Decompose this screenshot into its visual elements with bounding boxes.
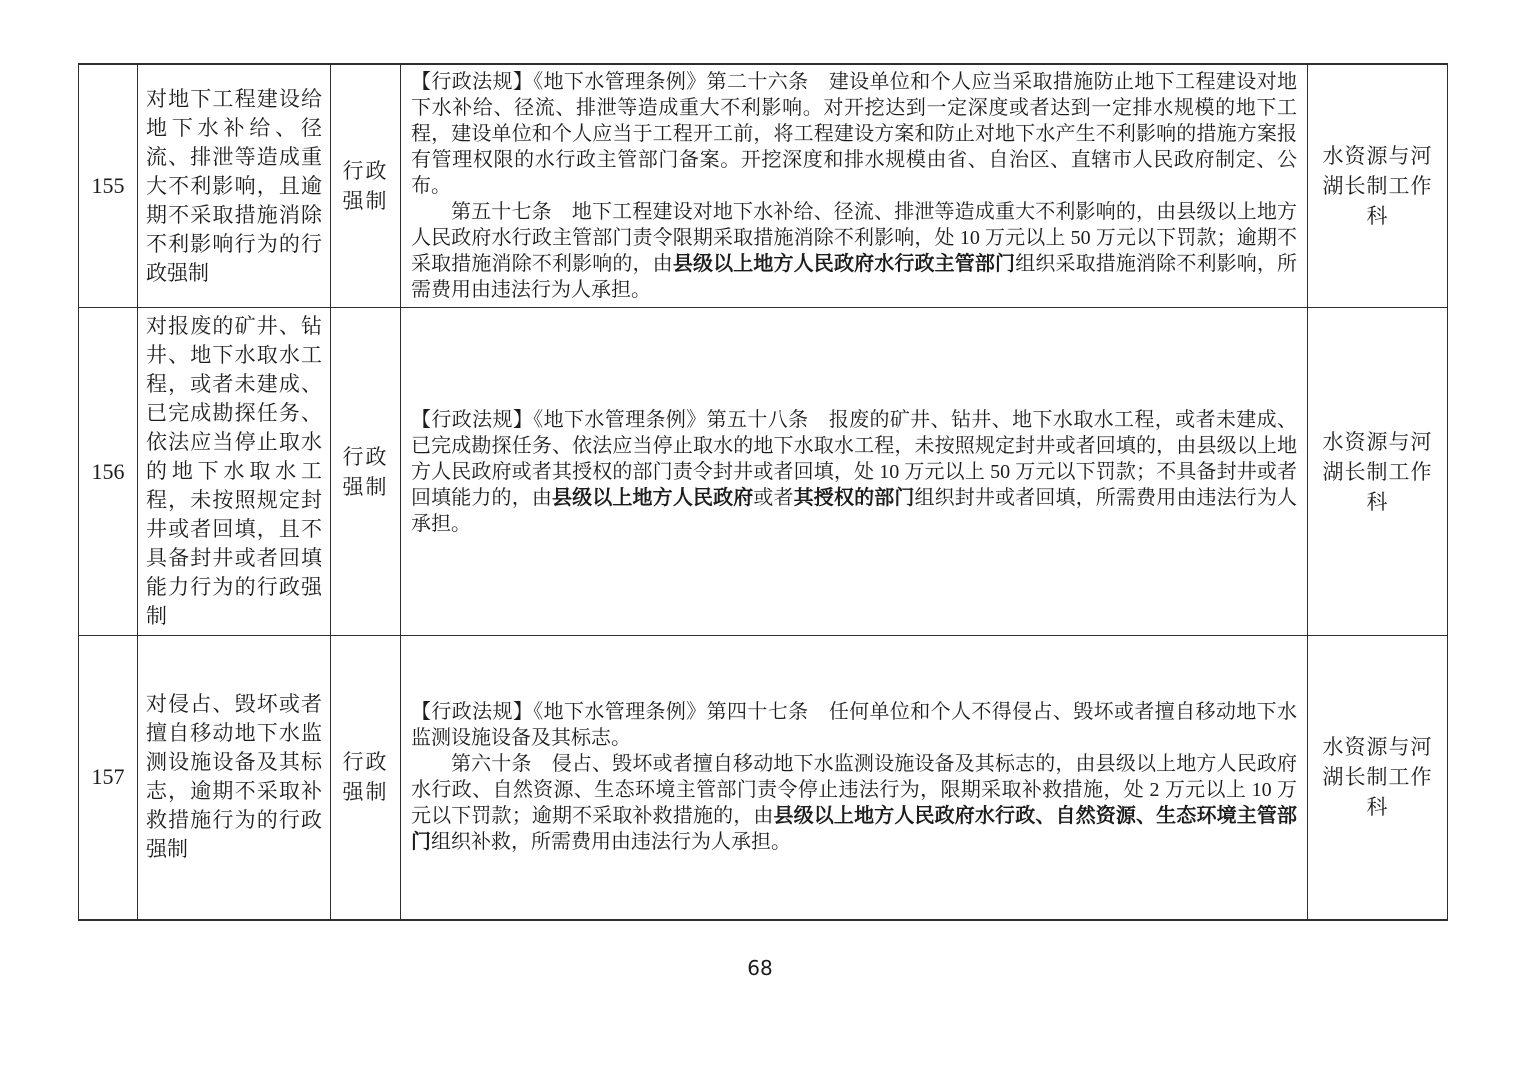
legal-basis-paragraph: 【行政法规】《地下水管理条例》第五十八条 报废的矿井、钻井、地下水取水工程，或者未建成、已完成勘探任务、依法应当停止取水的地下水取水工程，未按照规定封井或者回填的，由县级以上地方人民政府或者其授权的部门责令封井或者回填，处 10 万元以上 50 万元以下罚款；不具备封井或者回填能力的，由县级以上地方人民政府或者其授权的部门组织封井或者回填，所需费用由违法行为人承担。 <box>411 408 1298 535</box>
table-row <box>79 636 1448 920</box>
category-label: 行政强制 <box>331 64 401 308</box>
legal-basis-paragraph: 第五十七条 地下工程建设对地下水补给、径流、排泄等造成重大不利影响的，由县级以上地方人民政府水行政主管部门责令限期采取措施消除不利影响，处 10 万元以上 50 万元以下罚款；逾期不采取措施消除不利影响的，由县级以上地方人民政府水行政主管部门组织采取措施消除不利影响，所需费用由违法行为人承担。 <box>411 201 1298 301</box>
row-number: 157 <box>79 636 138 920</box>
responsible-department: 水资源与河湖长制工作科 <box>1308 64 1448 308</box>
legal-basis <box>401 636 1308 920</box>
page-number: 68 <box>747 956 773 980</box>
matter-name: 对报废的矿井、钻井、地下水取水工程，或者未建成、已完成勘探任务、依法应当停止取水的地下水取水工程，未按照规定封井或者回填，且不具备封井或者回填能力行为的行政强制 <box>138 308 331 636</box>
matter-name: 对地下工程建设给地下水补给、径流、排泄等造成重大不利影响，且逾期不采取措施消除不利影响行为的行政强制 <box>138 64 331 308</box>
category-label: 行政强制 <box>331 308 401 636</box>
enforcement-items-table <box>78 63 1448 921</box>
matter-name: 对侵占、毁坏或者擅自移动地下水监测设施设备及其标志，逾期不采取补救措施行为的行政强制 <box>138 636 331 920</box>
category-label: 行政强制 <box>331 636 401 920</box>
table-row <box>79 64 1448 308</box>
table-row <box>79 308 1448 636</box>
row-number: 155 <box>79 64 138 308</box>
responsible-department: 水资源与河湖长制工作科 <box>1308 636 1448 920</box>
legal-basis <box>401 308 1308 636</box>
row-number: 156 <box>79 308 138 636</box>
legal-basis-paragraph: 【行政法规】《地下水管理条例》第二十六条 建设单位和个人应当采取措施防止地下工程建设对地下水补给、径流、排泄等造成重大不利影响。对开挖达到一定深度或者达到一定排水规模的地下工程，建设单位和个人应当于工程开工前，将工程建设方案和防止对地下水产生不利影响的措施方案报有管理权限的水行政主管部门备案。开挖深度和排水规模由省、自治区、直辖市人民政府制定、公布。 <box>411 71 1297 197</box>
legal-basis-paragraph: 第六十条 侵占、毁坏或者擅自移动地下水监测设施设备及其标志的，由县级以上地方人民政府水行政、自然资源、生态环境主管部门责令停止违法行为，限期采取补救措施，处 2 万元以上 10 万元以下罚款；逾期不采取补救措施的，由县级以上地方人民政府水行政、自然资源、生态环境主管部门组织补救，所需费用由违法行为人承担。 <box>411 753 1298 854</box>
responsible-department: 水资源与河湖长制工作科 <box>1308 308 1448 636</box>
legal-basis-paragraph: 【行政法规】《地下水管理条例》第四十七条 任何单位和个人不得侵占、毁坏或者擅自移动地下水监测设施设备及其标志。 <box>411 701 1297 750</box>
legal-basis <box>401 64 1308 308</box>
